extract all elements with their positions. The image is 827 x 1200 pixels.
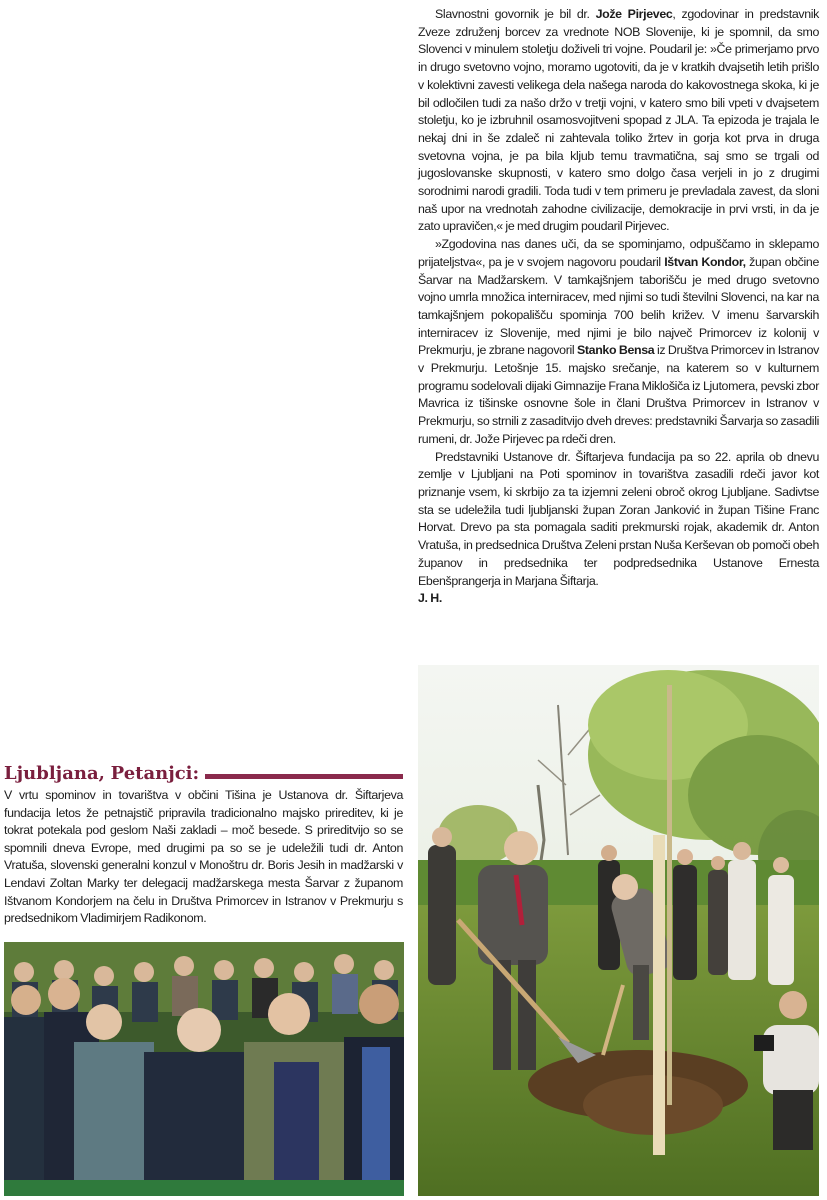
paragraph-kondor: [418, 236, 819, 448]
audience-photo: [4, 942, 404, 1196]
text-run: »Zgodovina nas danes uči, da se spominjamo, odpuščamo in sklepamo prijateljstva«, pa je v svojem nagovoru poudaril: [418, 237, 819, 269]
side-headline: Ljubljana, Petanjci:: [4, 763, 200, 785]
blank-margin: [0, 0, 410, 740]
side-article: [4, 762, 403, 928]
side-body: V vrtu spominov in tovarištva v občini Tišina je Ustanova dr. Šiftarjeva fundacija letos že petnajstič pripravila tradicionalno majsko prireditev, ki je tokrat potekala pod geslom Naši zakladi – moč besede. S prireditvijo so se spomnili dneva Evrope, med drugimi pa so se je udeležili tudi dr. Anton Vratuša, slovenski generalni konzul v Monoštru dr. Boris Jesih in madžarski v Lendavi Zoltan Marky ter delegacij madžarskega mesta Šarvar z županom Ištvanom Kondorjem na čelu in Društva Primorcev in Istranov v Prekmurju s predsednikom Vladimirjem Radikonom.: [4, 788, 403, 926]
headline-rule: [205, 774, 403, 779]
text-run: Predstavniki Ustanove dr. Šiftarjeva fundacija pa so 22. aprila ob dnevu zemlje v Ljubljani na Poti spominov in tovarištva zasadili rdeči javor kot priznanje vsem, ki skrbijo za ta izjemni zeleni obroč okrog Ljubljane. Sadivtse sta se udeležila tudi ljubljanski župan Zoran Janković in župan Tišine Franc Horvat. Drevo pa sta pomagala saditi prekmurski rojak, akademik dr. Anton Vratuša, in predsednica Društva Zeleni prstan Nuša Kerševan ob pomoči obeh županov in predsednika ter podpredsednika Ustanove Ernesta Ebenšprangerja in Marjana Šiftarja.: [418, 449, 819, 588]
text-run: Slavnostni govornik je bil dr.: [435, 7, 596, 21]
text-run: iz Društva Primorcev in Istranov v Prekmurju. Letošnje 15. majsko srečanje, na katerem so v kulturnem programu sodelovali dijaki Gimnazije Frana Miklošiča iz Ljutomera, pevski zbor Mavrica iz tišinske osnovne šole in člani Društva Primorcev in Istranov v Prekmurju, so strnili z zasaditvijo dveh dreves: predstavniki Šarvarja so zasadili rumeni, dr. Jože Pirjevec pa rdeči dren.: [418, 343, 819, 446]
person-name: Jože Pirjevec: [595, 7, 673, 21]
paragraph-speech: [418, 6, 819, 236]
headline-row: [4, 762, 403, 786]
author-signature: J. H.: [418, 591, 442, 606]
tree-planting-photo: [418, 665, 819, 1196]
paragraph-tree-planting: [418, 449, 819, 591]
text-run: , zgodovinar in predstavnik Zveze združenj borcev za vrednote NOB Slovenije, ki je spomnil, da smo Slovenci v minulem stoletju doživeli tri vojne. Poudaril je: »Če primerjamo prvo in drugo svetovno vojno, moramo ugotoviti, da je v kratkih dvajsetih letih prišlo v kolektivni zavesti velikega dela našega naroda do kakovostnega skoka, ki je bil odločilen tudi za našo držo v tretji vojni, v katero smo bili vpeti v dvajsetem stoletju, ko je izbruhnil osamosvojitveni spopad z JLA. Ta epizoda je trajala le nekaj dni in še zdaleč ni zahtevala toliko žrtev in gorja kot prva in druga svetovna vojna, je pa bila kljub temu travmatična, saj smo se trgali od jugoslovanske skupnosti, v katero smo dolgo časa verjeli in jo z drugimi sorodnimi narodi gradili. Toda tudi v tem primeru je prevladala zavest, da sloni naš upor na vrednotah zahodne civilizacije, demokracije in prvi vrsti, in da je zato upravičen,« je med drugim poudaril Pirjevec.: [418, 7, 819, 234]
person-name: Stanko Bensa: [576, 343, 655, 358]
main-article: [418, 6, 819, 608]
person-name: Ištvan Kondor,: [664, 254, 746, 269]
text-run: župan občine Šarvar na Madžarskem. V tamkajšnjem taborišču je med drugo svetovno vojno umrla množica interniracev, med njimi so tudi številni Slovenci, na kar na tamkajšnjem pokopališču spominja 700 belih križev. V imenu šarvarskih interniracev iz Slovenije, med njimi je bilo največ Primorcev iz kolonij v Prekmurju, je zbrane nagovoril: [418, 254, 819, 358]
